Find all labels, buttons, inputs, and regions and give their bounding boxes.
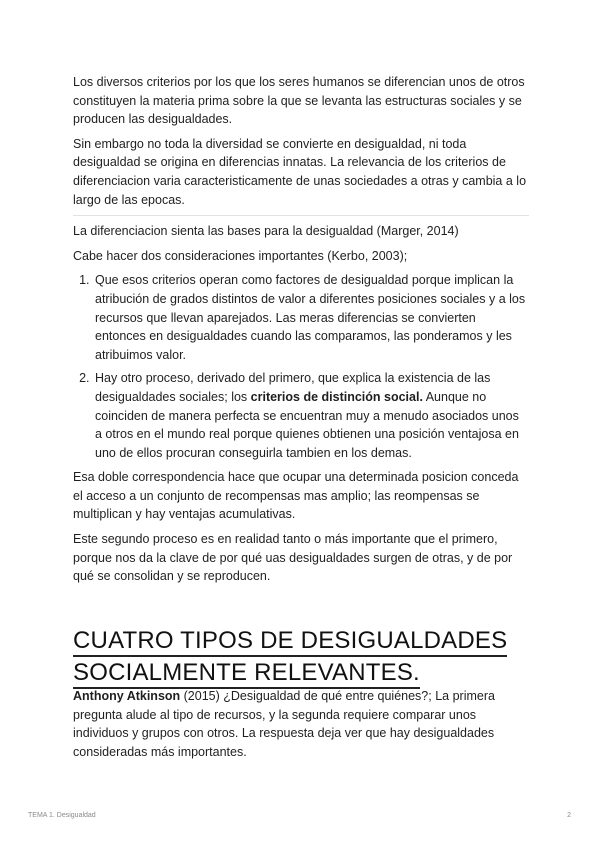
footer-title: TEMA 1. Desigualdad [28, 812, 96, 819]
heading-line: CUATRO TIPOS DE DESIGUALDADES [73, 627, 507, 657]
paragraph: Esa doble correspondencia hace que ocupar una determinada posicion conceda el acceso a un conjunto de recompensas mas amplio; las reompensas se multiplican y hay ventajas acumulativas. [73, 470, 519, 522]
list-item-text: Hay otro proceso, derivado del primero, que explica la existencia de las desigualdades sociales; los [95, 371, 491, 404]
list-item-text: Aunque no coinciden de manera perfecta se encuentran muy a menudo asociados unos a otros en el mundo real porque quienes obtienen una posición ventajosa en uno de ellos procuran conseguirla tambien en los demas. [95, 389, 519, 460]
page-number: 2 [567, 812, 571, 819]
paragraph: Cabe hacer dos consideraciones importantes (Kerbo, 2003); [73, 248, 408, 263]
divider [73, 215, 529, 216]
paragraph: La diferenciacion sienta las bases para la desigualdad (Marger, 2014) [73, 224, 459, 239]
heading-line: SOCIALMENTE RELEVANTES. [73, 659, 420, 689]
list-item [93, 271, 529, 364]
list-item [93, 369, 529, 462]
paragraph-text: (2015) ¿Desigualdad de qué entre quiénes?; La primera pregunta alude al tipo de recursos, y la segunda requiere comparar unos individuos y grupos con otros. La respuesta deja ver que hay desigualdades consideradas más importantes. [73, 689, 495, 759]
page-content [73, 73, 529, 586]
author-name: Anthony Atkinson [73, 689, 181, 703]
section-heading [73, 627, 507, 689]
paragraph: Sin embargo no toda la diversidad se convierte en desigualdad, ni toda desigualdad se origina en diferencias innatas. La relevancia de los criterios de diferenciacion varia caracteristicamente de unas sociedades a otras y cambia a lo largo de las epocas. [73, 136, 527, 207]
numbered-list [73, 271, 529, 462]
paragraph [73, 687, 529, 761]
paragraph: Este segundo proceso es en realidad tanto o más importante que el primero, porque nos da la clave de por qué uas desigualdades surgen de otras, y de por qué se consolidan y se reproducen. [73, 532, 513, 584]
bold-term: criterios de distinción social. [250, 389, 423, 404]
list-item-text: Que esos criterios operan como factores de desigualdad porque implican la atribución de grados distintos de valor a diferentes posiciones sociales y a los recursos que llevan aparejados. Las meras diferencias se convierten entonces en desigualdades cuando las comparamos, las ponderamos y les atribuimos valor. [95, 273, 526, 362]
section-body [73, 687, 529, 761]
paragraph: Los diversos criterios por los que los seres humanos se diferencian unos de otros constituyen la materia prima sobre la que se levanta las estructuras sociales y se producen las desigualdades. [73, 75, 525, 127]
